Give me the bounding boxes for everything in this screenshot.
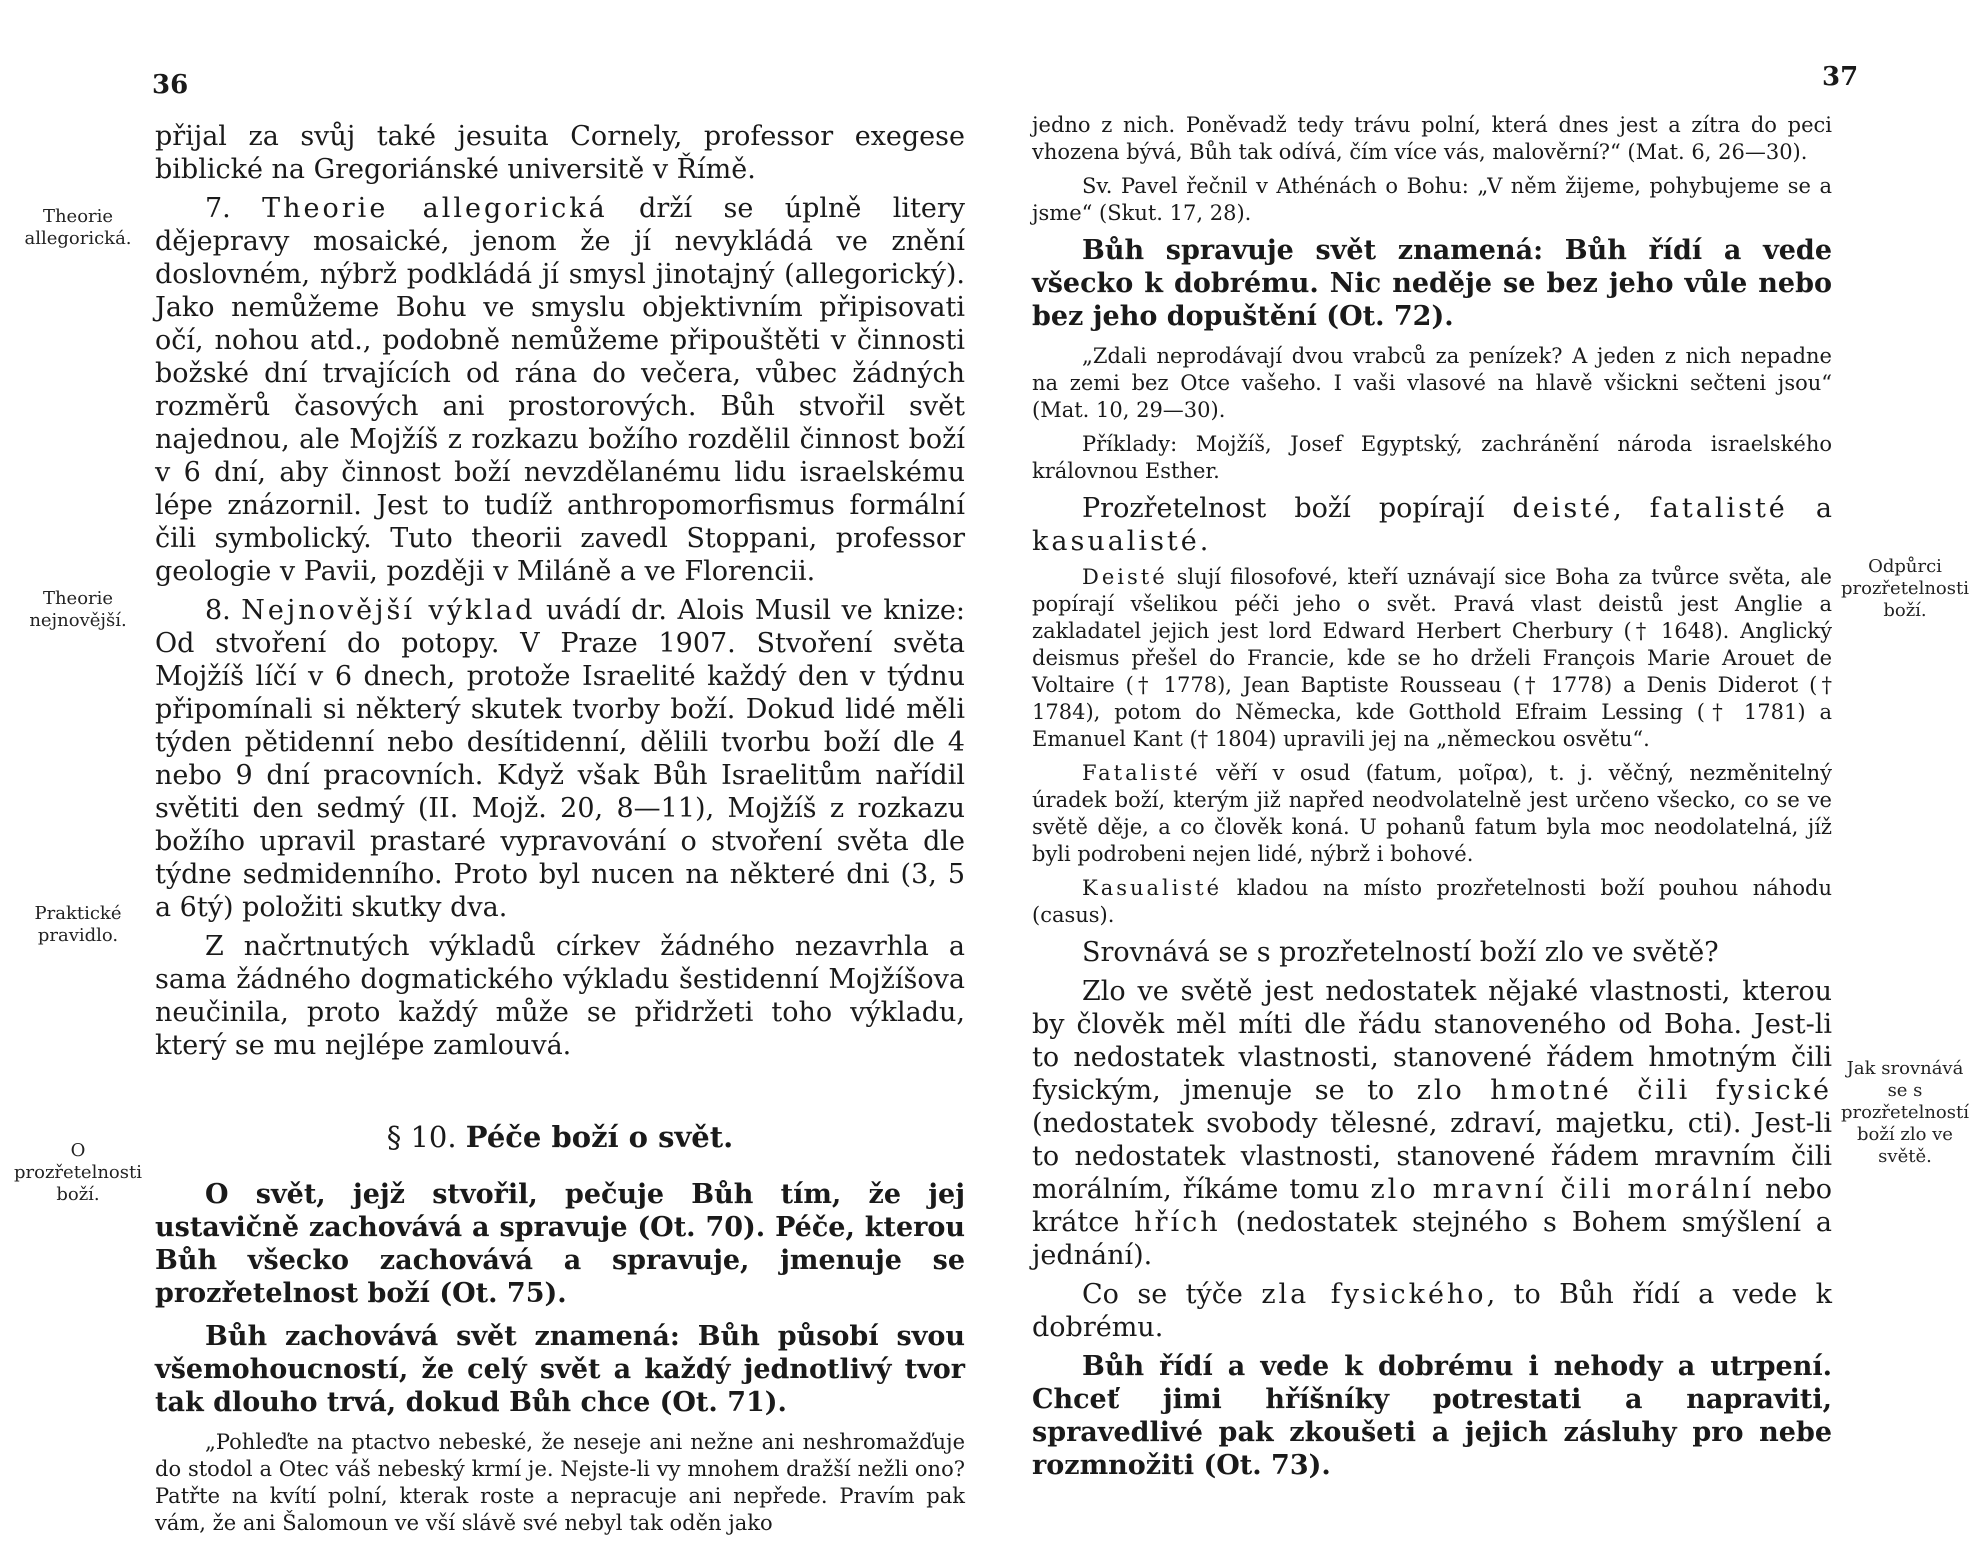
spaced-term: Deisté [1082, 565, 1168, 589]
spaced-term: deisté [1512, 493, 1614, 524]
spaced-term: Kasualisté [1082, 876, 1223, 900]
paragraph-text: slují filosofové, kteří uznávají sice Boha za tvůrce světa, ale popírají všelikou péči jeho o svět. Pravá vlast deistů jest Anglie a zakladatel jejich jest lord Edward Herbert Cherbury († 1648). Anglický deismus přešel do Francie, kde se ho drželi François Marie Arouet de Voltaire († 1778), Jean Baptiste Rousseau († 1778) a Denis Diderot († 1784), potom do Německa, kde Gotthold Efraim Lessing († 1781) a Emanuel Kant († 1804) upravili jej na „německou osvětu“. [1032, 565, 1832, 751]
paragraph-opponents [1032, 492, 1832, 558]
section-number: § 10. [386, 1120, 457, 1154]
bold-statement: Bůh spravuje svět znamená: Bůh řídí a vede všecko k dobrému. Nic neděje se bez jeho vůle nebo bez jeho dopuštění (Ot. 72). [1032, 235, 1832, 332]
spaced-term: Nejnovější výklad [241, 595, 536, 626]
paragraph-text: (nedostatek svobody tělesné, zdraví, majetku, cti). Jest-li to nedostatek vlastnosti, stanovené řádem mravním čili morálním, říkáme tomu [1032, 1108, 1832, 1205]
spaced-term: fatalisté [1649, 493, 1788, 524]
paragraph: přijal za svůj také jesuita Cornely, professor exegese biblické na Gregoriánské universitě v Římě. [155, 121, 965, 185]
margin-note-newest: Theorie nejnovější. [29, 588, 127, 631]
paragraph-text: , [1613, 493, 1650, 524]
paragraph-text: drží se úplně litery dějepravy mosaické, jenom že jí nevykládá ve znění doslovném, nýbrž podkládá jí smysl jinotajný (allegorický). Jako nemůžeme Bohu ve smyslu objektivním připisovati očí, nohou atd., podobně nemůžeme připouštěti v činnosti božské dní trvajících od rána do večera, vůbec žádných rozměrů časových ani prostorových. Bůh stvořil svět najednou, ale Mojžíš z rozkazu božího rozdělil činnost boží v 6 dní, aby činnost boží nevzdělanému lidu israelskému lépe znázornil. Jest to tudíž anthropomorfismus formální čili symbolický. Tuto theorii zavedl Stoppani, professor geologie v Pavii, později v Miláně a ve Florencii. [155, 193, 966, 587]
spaced-term: zla fysického [1261, 1279, 1487, 1310]
paragraph-text: Co se týče [1082, 1279, 1262, 1310]
margin-note-practical: Praktické pravidlo. [34, 903, 122, 946]
spaced-term: Theorie allegorická [262, 193, 608, 224]
section-title: Péče boží o svět. [465, 1120, 734, 1154]
question: Srovnává se s prozřetelností boží zlo ve světě? [1082, 937, 1719, 968]
deists-paragraph [1032, 564, 1832, 753]
left-page [0, 0, 990, 1535]
paragraph-text: kladou na místo prozřetelnosti boží pouhou náhodu (casus). [1032, 876, 1832, 927]
examples-paragraph: Příklady: Mojžíš, Josef Egyptský, zachránění národa israelského královnou Esther. [1032, 432, 1832, 483]
paragraph-theory-7 [155, 192, 965, 588]
margin-note-evil: Jak srovnává se s prozřetelností boží zlo ve světě. [1840, 1058, 1969, 1167]
spaced-term: zlo mravní čili morální [1370, 1174, 1755, 1205]
paragraph-text: (nedostatek stejného s Bohem smýšlení a jednání). [1032, 1207, 1832, 1271]
paragraph-text: věří v osud (fatum, μοῖρα), t. j. věčný, nezměnitelný úradek boží, kterým již napřed neodvolatelně jest určeno všecko, co se ve světě děje, a co člověk koná. U pohanů fatum byla moc neodolatelná, jíž byli podrobeni nejen lidé, nýbrž i bohové. [1032, 761, 1832, 866]
paragraph-evil [1032, 975, 1832, 1272]
spaced-term: zlo hmotné čili fysické [1416, 1075, 1832, 1106]
paragraph-physical-evil [1032, 1278, 1832, 1344]
quote-paragraph: „Zdali neprodávají dvou vrabců za penízek? A jeden z nich nepadne na zemi bez Otce vašeho. I vaši vlasové na hlavě všickni sečteni jsou“ (Mat. 10, 29—30). [1032, 344, 1832, 422]
paragraph-text: uvádí dr. Alois Musil ve knize: Od stvoření do potopy. V Praze 1907. Stvoření světa Mojžíš líčí v 6 dnech, protože Israelité každý den v týdnu připomínali si některý skutek tvorby boží. Dokud lidé měli týden pětidenní nebo desítidenní, dělili tvorbu boží dle 4 nebo 9 dní pracovních. Když však Bůh Israelitům nařídil světiti den sedmý (II. Mojž. 20, 8—11), Mojžíš z rozkazu božího upravil prastaré vypravování o stvoření světa dle týdne sedmidenního. Proto byl nucen na některé dni (3, 5 a 6tý) položiti skutky dva. [155, 595, 966, 923]
margin-note-opponents: Odpůrci prozřetelnosti boží. [1840, 556, 1969, 621]
casualists-paragraph [1032, 875, 1832, 929]
paragraph-number: 7. [205, 193, 263, 224]
paragraph-text: , to Bůh řídí a vede k dobrému. [1032, 1279, 1833, 1343]
spaced-term: kasualisté [1032, 526, 1200, 557]
margin-note-allegorical: Theorie allegorická. [24, 206, 132, 249]
paragraph-text: Zlo ve světě jest nedostatek nějaké vlastnosti, kterou by člověk měl míti dle řádu stanoveného od Boha. Jest-li to nedostatek vlastnosti, stanovené řádem hmotným čili fysickým, jmenuje se to [1032, 976, 1832, 1106]
page-number: 36 [152, 70, 189, 100]
spaced-term: hřích [1134, 1207, 1221, 1238]
section-heading [155, 1120, 965, 1154]
spaced-term: Fatalisté [1082, 761, 1201, 785]
right-page [990, 0, 1980, 1500]
bold-statement: O svět, jejž stvořil, pečuje Bůh tím, že jej ustavičně zachovává a spravuje (Ot. 70). Péče, kterou Bůh všecko zachovává a spravuje, jmenuje se prozřetelnost boží (Ot. 75). [155, 1179, 965, 1309]
paragraph-text: Prozřetelnost boží popírají [1082, 493, 1513, 524]
margin-note-providence: O prozřetelnosti boží. [13, 1140, 142, 1205]
paragraph-number: 8. [205, 595, 242, 626]
bold-statement: Bůh zachovává svět znamená: Bůh působí svou všemohoucností, že celý svět a každý jednotlivý tvor tak dlouho trvá, dokud Bůh chce (Ot. 71). [155, 1321, 965, 1418]
page-number: 37 [1822, 62, 1859, 92]
paragraph-text: . [1199, 526, 1209, 557]
paragraph-practical: Z načrtnutých výkladů církev žádného nezavrhla a sama žádného dogmatického výkladu šestidenní Mojžíšova neučinila, proto každý může se přidržeti toho výkladu, který se mu nejlépe zamlouvá. [155, 931, 965, 1061]
fatalists-paragraph [1032, 760, 1832, 868]
quote-paragraph: „Pohleďte na ptactvo nebeské, že neseje ani nežne ani neshromažďuje do stodol a Otec váš nebeský krmí je. Nejste-li vy mnohem dražší nežli ono? Patřte na kvítí polní, kterak roste a nepracuje ani nepřede. Pravím pak vám, že ani Šalomoun ve vší slávě své nebyl tak oděn jako [155, 1430, 965, 1535]
quote-paragraph: Sv. Pavel řečnil v Athénách o Bohu: „V něm žijeme, pohybujeme se a jsme“ (Skut. 17, 28). [1032, 174, 1832, 225]
quote-paragraph: jedno z nich. Poněvadž tedy trávu polní, která dnes jest a zítra do peci vhozena bývá, Bůh tak odívá, čím více vás, malověrní?“ (Mat. 6, 26—30). [1032, 113, 1832, 164]
paragraph-theory-8 [155, 594, 965, 924]
paragraph-text: a [1787, 493, 1832, 524]
bold-statement: Bůh řídí a vede k dobrému i nehody a utrpení. Chceť jimi hříšníky potrestati a napraviti, spravedlivé pak zkoušeti a jejich zásluhy pro nebe rozmnožiti (Ot. 73). [1032, 1351, 1832, 1481]
right-column [1032, 112, 1832, 1492]
left-column [155, 120, 965, 1544]
paragraph-text: nebo krátce [1032, 1174, 1832, 1238]
